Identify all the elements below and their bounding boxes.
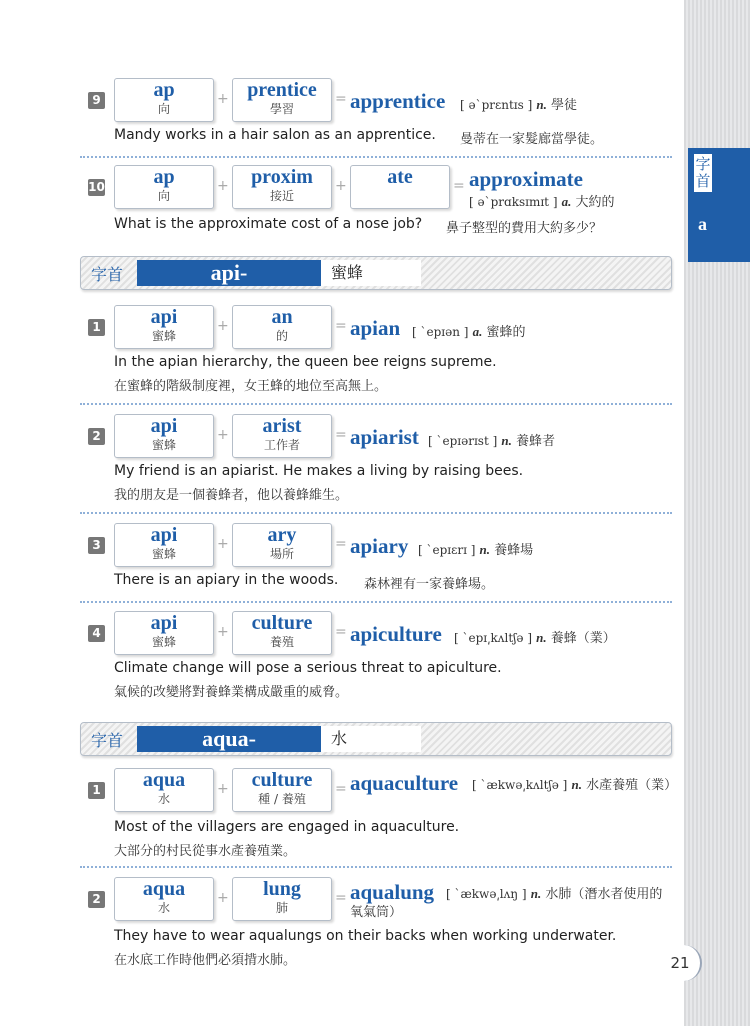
meaning: 水產養殖（業） <box>586 778 678 793</box>
meaning: 水肺（潛水者使用的氧氣筒） <box>350 887 663 920</box>
headword: approximate <box>469 167 583 191</box>
plus-icon: + <box>217 890 229 906</box>
root-box <box>114 305 214 349</box>
root-box <box>114 768 214 812</box>
headword: apian <box>350 316 401 340</box>
example-zh: 森林裡有一家養蜂場。 <box>364 577 495 592</box>
root-gloss: 蜜蜂 <box>151 329 176 343</box>
root-box <box>232 523 332 567</box>
plus-icon: + <box>217 624 229 640</box>
root-box <box>114 78 214 122</box>
equals-icon: = <box>335 624 347 640</box>
root-text: culture <box>251 612 313 634</box>
entry-apiary <box>84 523 674 593</box>
root-gloss: 蜜蜂 <box>151 438 176 452</box>
root-gloss: 種 / 養殖 <box>258 792 306 806</box>
root-box <box>232 877 332 921</box>
entry-approximate <box>84 165 674 237</box>
prefix-header-api <box>80 256 672 290</box>
root-box <box>114 165 214 209</box>
root-text: ary <box>267 524 297 546</box>
ipa: [ `ækwə͵kʌltʃə ] <box>472 778 568 792</box>
ipa: [ `epɪ͵kʌltʃə ] <box>454 631 533 645</box>
root-gloss: 肺 <box>275 901 288 915</box>
divider <box>80 866 672 868</box>
entry-number: 2 <box>88 428 105 445</box>
definition <box>460 94 577 113</box>
entry-number: 10 <box>88 180 105 194</box>
entry-apprentice <box>84 78 674 148</box>
root-text: prentice <box>247 79 317 101</box>
root-text: an <box>271 306 293 328</box>
header-prefix: aqua- <box>137 726 321 752</box>
part-of-speech: n. <box>571 777 582 792</box>
root-box <box>350 165 450 209</box>
example-en: Most of the villagers are engaged in aquaculture. <box>114 819 460 835</box>
root-gloss: 蜜蜂 <box>151 547 176 561</box>
root-gloss: 學習 <box>269 102 294 116</box>
plus-icon: + <box>335 178 347 194</box>
root-text: ap <box>153 166 175 188</box>
example-zh: 我的朋友是一個養蜂者，他以養蜂維生。 <box>114 488 349 503</box>
part-of-speech: n. <box>536 630 547 645</box>
entry-apiculture <box>84 611 674 701</box>
root-box <box>114 611 214 655</box>
ipa: [ `epɪən ] <box>412 325 469 339</box>
root-text: aqua <box>142 769 186 791</box>
section-tab[interactable] <box>688 148 750 262</box>
root-text: api <box>150 612 178 634</box>
root-gloss: 場所 <box>269 547 294 561</box>
ipa: [ `ækwə͵lʌŋ ] <box>446 887 527 901</box>
equals-icon: = <box>335 536 347 552</box>
tab-letter: a <box>698 214 707 234</box>
page-number: 21 <box>660 945 702 981</box>
example-en: Climate change will pose a serious threat to apiculture. <box>114 660 502 676</box>
example-zh: 氣候的改變將對養蜂業構成嚴重的威脅。 <box>114 685 349 700</box>
equals-icon: = <box>335 318 347 334</box>
meaning: 蜜蜂的 <box>486 325 526 340</box>
part-of-speech: n. <box>536 97 547 112</box>
root-gloss: 工作者 <box>263 438 300 452</box>
example-en: There is an apiary in the woods. <box>114 572 339 588</box>
root-gloss: 向 <box>157 102 170 116</box>
root-text: ate <box>387 166 413 188</box>
example-zh: 大部分的村民從事水產養殖業。 <box>114 844 297 859</box>
part-of-speech: a. <box>472 324 483 339</box>
headword: apiary <box>350 534 409 558</box>
plus-icon: + <box>217 318 229 334</box>
root-box <box>114 523 214 567</box>
root-gloss: 水 <box>157 792 170 806</box>
root-text: culture <box>251 769 313 791</box>
divider <box>80 601 672 603</box>
plus-icon: + <box>217 91 229 107</box>
example-en: Mandy works in a hair salon as an apprentice. <box>114 127 436 143</box>
definition <box>418 539 533 558</box>
divider <box>80 403 672 405</box>
root-box <box>114 414 214 458</box>
header-prefix: api- <box>137 260 321 286</box>
root-gloss: 向 <box>157 189 170 203</box>
equals-icon: = <box>335 427 347 443</box>
example-en: My friend is an apiarist. He makes a living by raising bees. <box>114 463 524 479</box>
meaning: 養蜂（業） <box>550 631 616 646</box>
root-text: ap <box>153 79 175 101</box>
example-zh: 曼蒂在一家髮廊當學徒。 <box>460 132 604 147</box>
ipa: [ ə`prɛntɪs ] <box>460 98 533 112</box>
headword: apiculture <box>350 622 442 646</box>
entry-number: 1 <box>88 319 105 336</box>
ipa: [ `epɪərɪst ] <box>428 434 498 448</box>
part-of-speech: n. <box>530 886 542 901</box>
root-text: aqua <box>142 878 186 900</box>
example-zh: 在水底工作時他們必須揹水肺。 <box>114 953 297 968</box>
header-meaning: 水 <box>321 726 421 752</box>
prefix-header-aqua <box>80 722 672 756</box>
root-gloss: 養殖 <box>269 635 294 649</box>
plus-icon: + <box>217 178 229 194</box>
root-box <box>114 877 214 921</box>
entry-aquaculture <box>84 768 678 860</box>
definition <box>350 776 680 795</box>
headword: apprentice <box>350 89 446 113</box>
root-box <box>232 768 332 812</box>
root-box <box>232 611 332 655</box>
definition <box>412 321 526 340</box>
entry-number: 9 <box>88 92 105 109</box>
plus-icon: + <box>217 536 229 552</box>
tab-label: 字首 <box>695 155 711 190</box>
root-text: api <box>150 524 178 546</box>
header-label: 字首 <box>91 731 124 750</box>
header-meaning: 蜜蜂 <box>321 260 421 286</box>
meaning: 養蜂場 <box>494 543 534 558</box>
example-en: What is the approximate cost of a nose job? <box>114 216 423 232</box>
example-en: They have to wear aqualungs on their backs when working underwater. <box>114 928 617 944</box>
equals-icon: = <box>335 890 347 906</box>
entry-number: 2 <box>88 891 105 908</box>
part-of-speech: a. <box>561 194 572 209</box>
entry-number: 4 <box>88 625 105 642</box>
entry-apiarist <box>84 414 674 504</box>
root-box <box>232 305 332 349</box>
root-text: lung <box>263 878 301 900</box>
root-gloss: 蜜蜂 <box>151 635 176 649</box>
root-text: proxim <box>251 166 313 188</box>
header-label: 字首 <box>91 265 124 284</box>
root-text: api <box>150 415 178 437</box>
meaning: 養蜂者 <box>516 434 556 449</box>
divider <box>80 512 672 514</box>
root-text: arist <box>262 415 302 437</box>
example-zh: 鼻子整型的費用大約多少？ <box>446 221 603 236</box>
ipa: [ ə`prɑksɪmɪt ] <box>469 195 558 209</box>
definition <box>350 885 670 922</box>
equals-icon: = <box>335 91 347 107</box>
divider <box>80 156 672 158</box>
definition <box>428 430 555 449</box>
entry-number: 3 <box>88 537 105 554</box>
part-of-speech: n. <box>479 542 491 557</box>
example-en: In the apian hierarchy, the queen bee reigns supreme. <box>114 354 497 370</box>
entry-apian <box>84 305 674 395</box>
entry-aqualung <box>84 877 674 969</box>
definition <box>469 191 615 210</box>
equals-icon: = <box>453 178 465 194</box>
root-gloss: 水 <box>157 901 170 915</box>
headword: apiarist <box>350 425 419 449</box>
meaning: 學徒 <box>551 98 578 113</box>
example-zh: 在蜜蜂的階級制度裡，女王蜂的地位至高無上。 <box>114 379 388 394</box>
plus-icon: + <box>217 427 229 443</box>
root-box <box>232 165 332 209</box>
root-box <box>232 414 332 458</box>
root-gloss: 的 <box>275 329 288 343</box>
root-text: api <box>150 306 178 328</box>
root-gloss: 接近 <box>269 189 294 203</box>
entry-number: 1 <box>88 782 105 799</box>
headword: aqualung <box>350 880 435 904</box>
meaning: 大約的 <box>575 195 615 210</box>
headword: aquaculture <box>350 771 459 795</box>
ipa: [ `epɪɛrɪ ] <box>418 543 476 557</box>
definition <box>454 627 616 646</box>
equals-icon: = <box>335 781 347 797</box>
plus-icon: + <box>217 781 229 797</box>
part-of-speech: n. <box>501 433 512 448</box>
root-box <box>232 78 332 122</box>
